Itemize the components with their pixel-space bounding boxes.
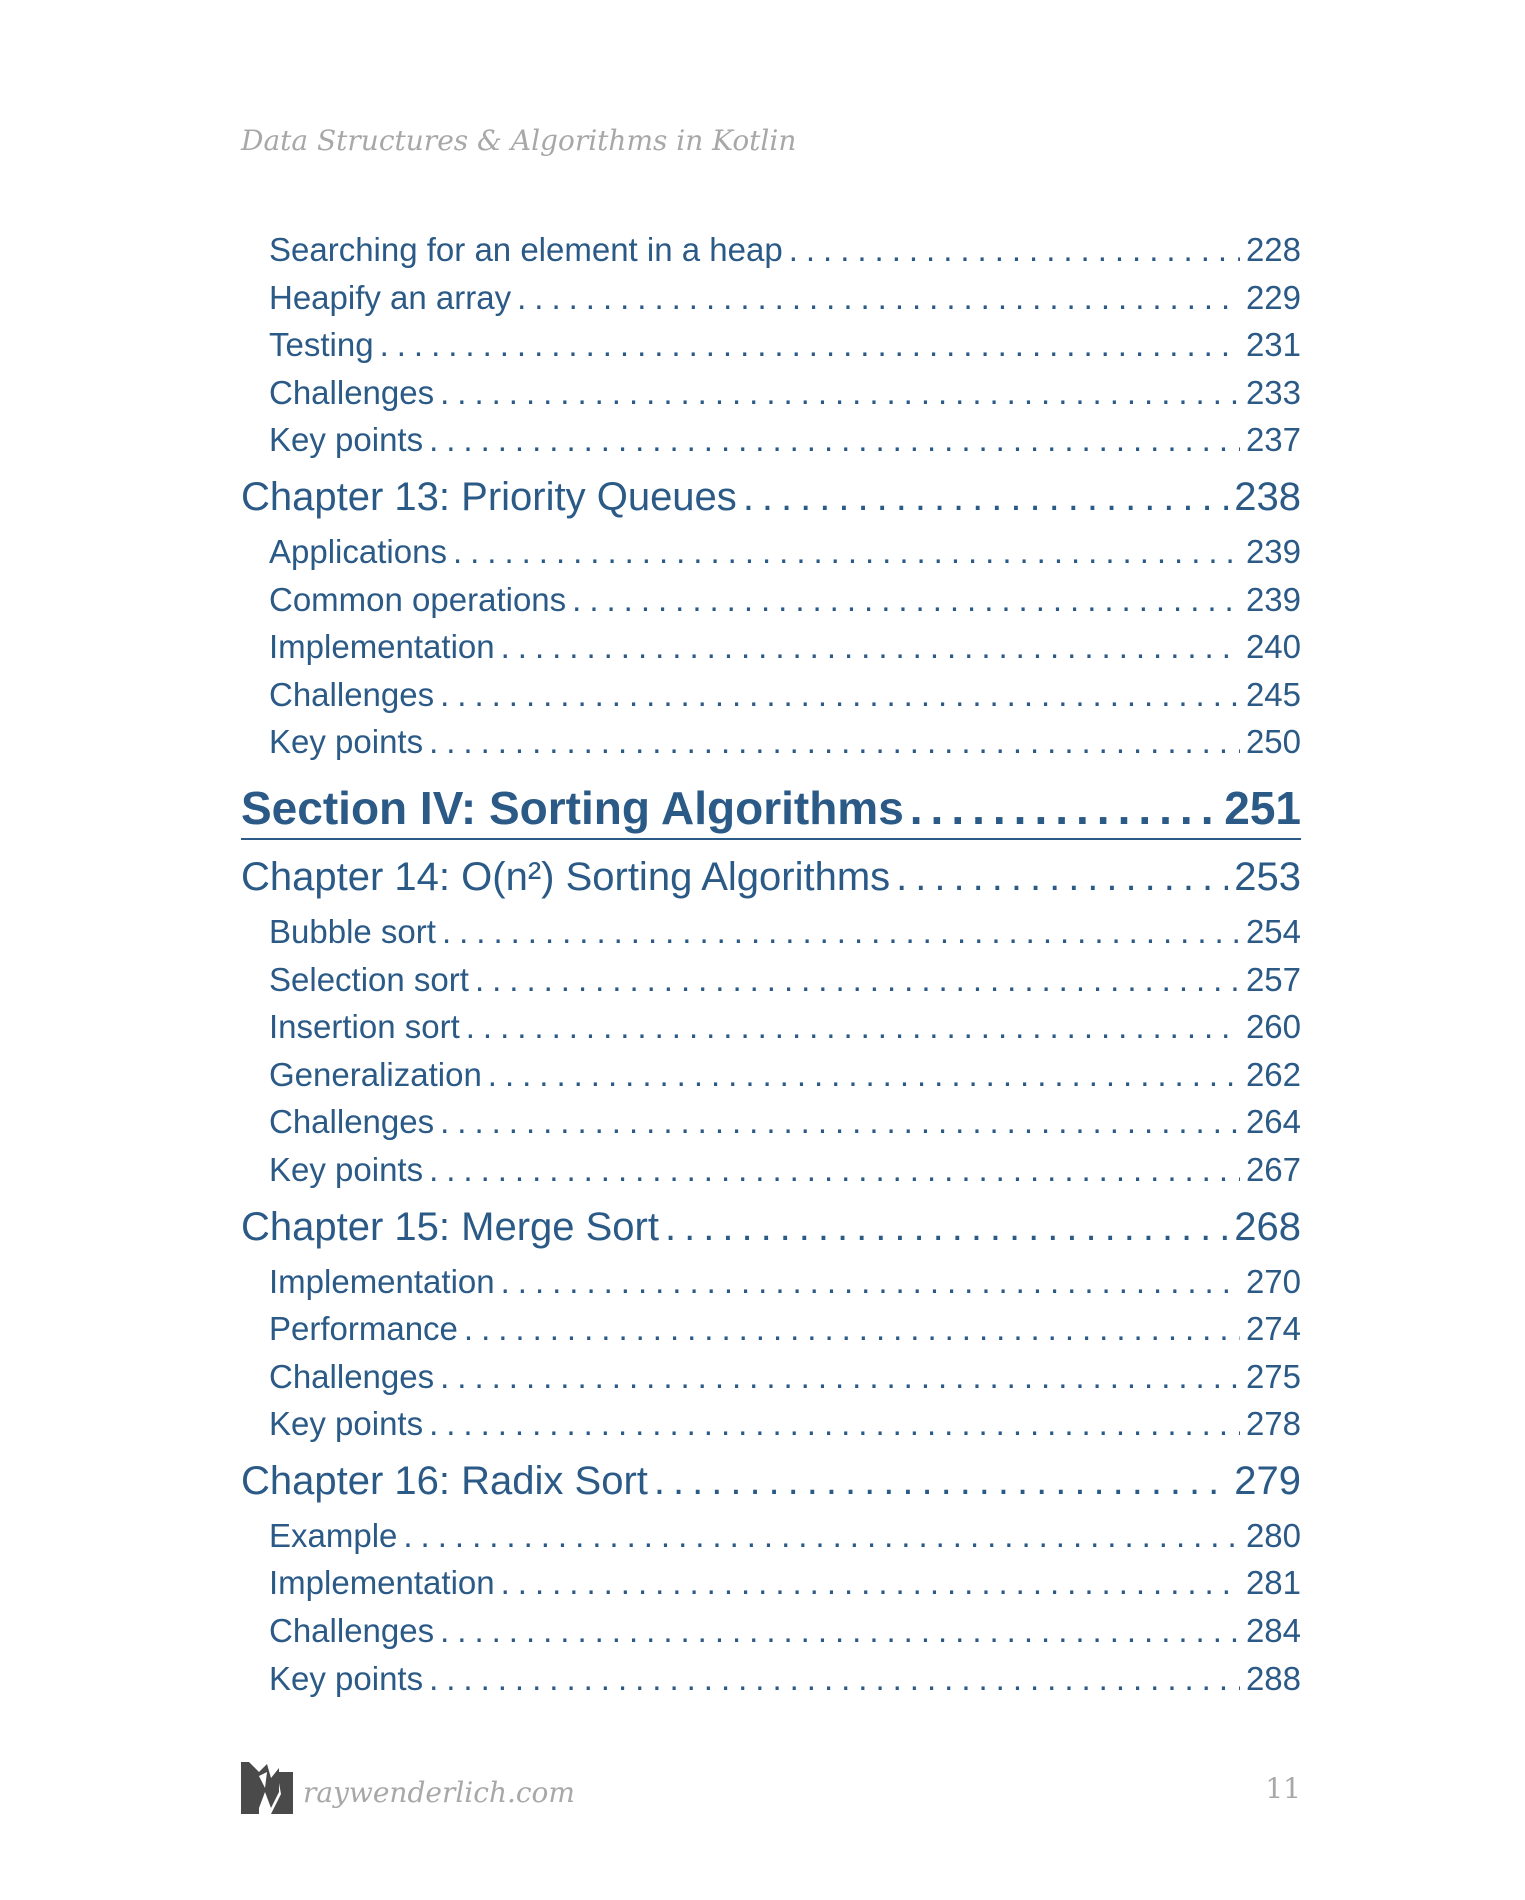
toc-sub-entry[interactable]: [241, 623, 1301, 671]
toc-sub-entry[interactable]: [241, 1051, 1301, 1099]
toc-entry-label: Applications: [269, 532, 447, 570]
toc-entry-label: Common operations: [269, 580, 567, 618]
dot-leader: [440, 369, 1240, 417]
toc-entry-page: 278: [1245, 1405, 1301, 1443]
toc-entry-page: 231: [1245, 326, 1301, 364]
dot-leader: [464, 1305, 1240, 1353]
dot-leader: [501, 623, 1240, 671]
toc-entry-page: 251: [1224, 781, 1301, 834]
toc-entry-page: 262: [1245, 1055, 1301, 1093]
toc-section-entry[interactable]: [241, 780, 1301, 840]
dot-leader: [475, 956, 1240, 1004]
toc-entry-label: Key points: [269, 1405, 424, 1443]
dot-leader: [429, 1146, 1240, 1194]
toc-entry-label: Key points: [269, 421, 424, 459]
dot-leader: [429, 1400, 1240, 1448]
dot-leader: [896, 846, 1228, 908]
toc-entry-page: 237: [1245, 421, 1301, 459]
toc-entry-label: Section IV: Sorting Algorithms: [241, 781, 904, 834]
toc-sub-entry[interactable]: [241, 576, 1301, 624]
toc-entry-label: Implementation: [269, 1564, 495, 1602]
toc-entry-label: Challenges: [269, 1103, 435, 1141]
dot-leader: [403, 1512, 1240, 1560]
toc-entry-page: 250: [1245, 723, 1301, 761]
toc-entry-page: 238: [1234, 474, 1301, 519]
dot-leader: [466, 1003, 1240, 1051]
dot-leader: [572, 576, 1240, 624]
toc-sub-entry[interactable]: [241, 1353, 1301, 1401]
toc-sub-entry[interactable]: [241, 274, 1301, 322]
table-of-contents: [241, 226, 1301, 1702]
toc-entry-page: 239: [1245, 532, 1301, 570]
toc-entry-page: 240: [1245, 628, 1301, 666]
toc-entry-page: 233: [1245, 373, 1301, 411]
dot-leader: [789, 226, 1240, 274]
toc-entry-label: Key points: [269, 1150, 424, 1188]
toc-entry-label: Performance: [269, 1310, 458, 1348]
toc-entry-label: Example: [269, 1516, 398, 1554]
dot-leader: [910, 780, 1218, 836]
toc-entry-label: Searching for an element in a heap: [269, 231, 783, 268]
toc-chapter-entry[interactable]: [241, 1196, 1301, 1258]
toc-entry-label: Generalization: [269, 1055, 482, 1093]
toc-entry-label: Insertion sort: [269, 1008, 460, 1046]
toc-entry-page: 264: [1245, 1103, 1301, 1141]
toc-sub-entry[interactable]: [241, 956, 1301, 1004]
toc-sub-entry[interactable]: [241, 671, 1301, 719]
toc-sub-entry[interactable]: [241, 1512, 1301, 1560]
dot-leader: [442, 908, 1240, 956]
toc-entry-label: Bubble sort: [269, 912, 436, 950]
toc-entry-page: 257: [1245, 960, 1301, 998]
toc-entry-label: Implementation: [269, 628, 495, 666]
running-header: Data Structures & Algorithms in Kotlin: [241, 124, 797, 157]
toc-entry-label: Chapter 16: Radix Sort: [241, 1458, 648, 1503]
dot-leader: [654, 1450, 1228, 1512]
dot-leader: [501, 1559, 1240, 1607]
toc-entry-label: Challenges: [269, 1612, 435, 1650]
toc-entry-label: Chapter 15: Merge Sort: [241, 1204, 659, 1249]
toc-entry-page: 279: [1234, 1458, 1301, 1503]
toc-entry-label: Key points: [269, 1659, 424, 1697]
toc-entry-label: Selection sort: [269, 960, 469, 998]
dot-leader: [429, 416, 1240, 464]
dot-leader: [380, 321, 1240, 369]
toc-sub-entry[interactable]: [241, 416, 1301, 464]
toc-entry-page: 268: [1234, 1204, 1301, 1249]
toc-entry-page: 281: [1245, 1564, 1301, 1602]
toc-chapter-entry[interactable]: [241, 466, 1301, 528]
toc-entry-label: Testing: [269, 326, 374, 364]
toc-entry-label: Challenges: [269, 373, 435, 411]
toc-sub-entry[interactable]: [241, 369, 1301, 417]
dot-leader: [429, 718, 1240, 766]
dot-leader: [517, 274, 1240, 322]
toc-entry-page: 239: [1245, 580, 1301, 618]
toc-sub-entry[interactable]: [241, 528, 1301, 576]
toc-entry-page: 229: [1245, 278, 1301, 316]
toc-entry-label: Key points: [269, 723, 424, 761]
toc-sub-entry[interactable]: [241, 321, 1301, 369]
toc-entry-page: 267: [1245, 1150, 1301, 1188]
toc-sub-entry[interactable]: [241, 1559, 1301, 1607]
dot-leader: [440, 1098, 1240, 1146]
toc-entry-page: 274: [1245, 1310, 1301, 1348]
toc-entry-label: Implementation: [269, 1262, 495, 1300]
dot-leader: [440, 1353, 1240, 1401]
toc-entry-page: 245: [1245, 675, 1301, 713]
toc-sub-entry[interactable]: [241, 1146, 1301, 1194]
footer-site-name: raywenderlich.com: [303, 1776, 575, 1809]
toc-sub-entry[interactable]: [241, 1258, 1301, 1306]
toc-entry-label: Challenges: [269, 675, 435, 713]
dot-leader: [501, 1258, 1240, 1306]
dot-leader: [488, 1051, 1240, 1099]
dot-leader: [665, 1196, 1228, 1258]
toc-entry-page: 253: [1234, 854, 1301, 899]
toc-entry-label: Chapter 14: O(n²) Sorting Algorithms: [241, 854, 891, 899]
raywenderlich-logo-icon: [241, 1762, 293, 1814]
toc-entry-page: 254: [1245, 912, 1301, 950]
toc-entry-page: 275: [1245, 1357, 1301, 1395]
toc-entry-page: 284: [1245, 1612, 1301, 1650]
page-footer: [241, 1762, 1301, 1818]
toc-entry-page: 280: [1245, 1516, 1301, 1554]
dot-leader: [743, 466, 1228, 528]
toc-entry-page: 260: [1245, 1008, 1301, 1046]
toc-entry-label: Heapify an array: [269, 278, 512, 316]
toc-sub-entry[interactable]: [241, 908, 1301, 956]
toc-sub-entry[interactable]: [241, 1098, 1301, 1146]
toc-entry-page: 228: [1245, 231, 1301, 268]
page-number: 11: [1265, 1772, 1301, 1805]
toc-sub-entry[interactable]: [241, 718, 1301, 766]
toc-chapter-entry[interactable]: [241, 846, 1301, 908]
dot-leader: [440, 1607, 1240, 1655]
toc-sub-entry[interactable]: [241, 1607, 1301, 1655]
toc-sub-entry[interactable]: [241, 1655, 1301, 1703]
toc-entry-page: 288: [1245, 1659, 1301, 1697]
toc-sub-entry[interactable]: [241, 1003, 1301, 1051]
toc-entry-label: Chapter 13: Priority Queues: [241, 474, 737, 519]
toc-sub-entry[interactable]: [241, 1305, 1301, 1353]
dot-leader: [453, 528, 1240, 576]
toc-sub-entry[interactable]: [241, 1400, 1301, 1448]
dot-leader: [440, 671, 1240, 719]
toc-chapter-entry[interactable]: [241, 1450, 1301, 1512]
dot-leader: [429, 1655, 1240, 1703]
toc-entry-page: 270: [1245, 1262, 1301, 1300]
toc-sub-entry[interactable]: [241, 226, 1301, 274]
toc-entry-label: Challenges: [269, 1357, 435, 1395]
